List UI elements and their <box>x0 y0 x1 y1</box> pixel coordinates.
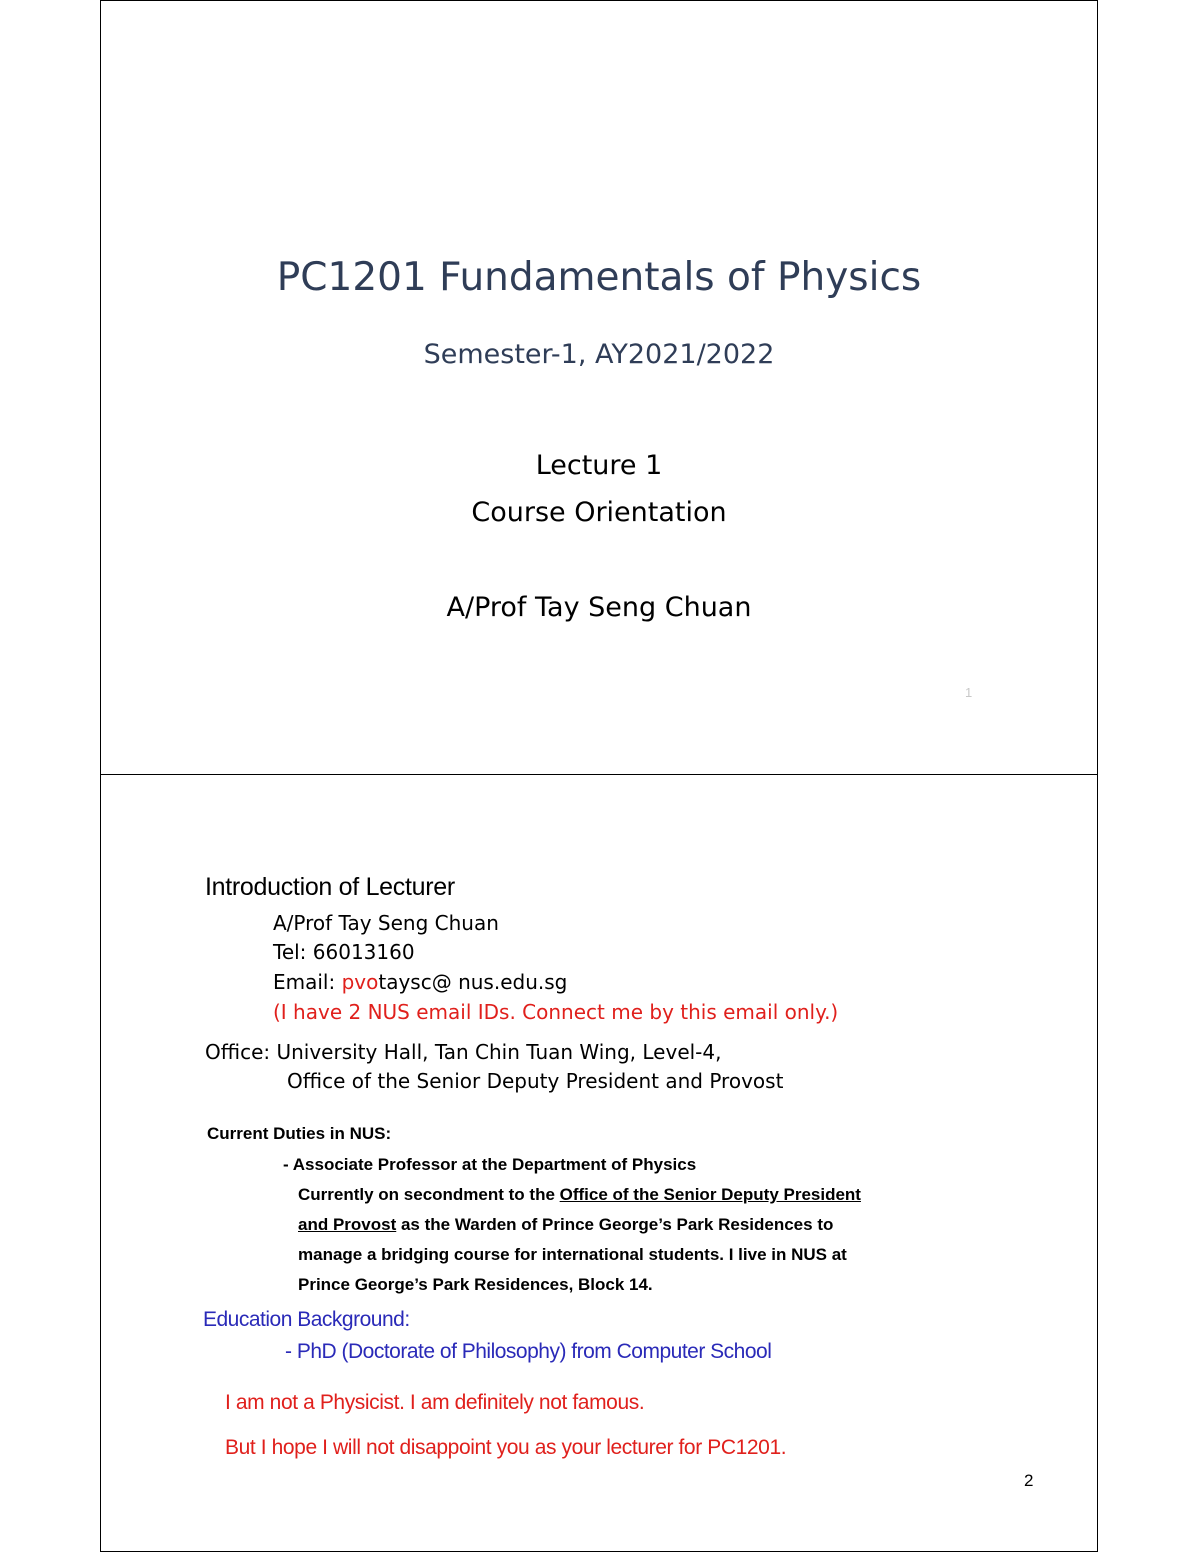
duties-heading: Current Duties in NUS: <box>207 1124 392 1143</box>
slide-2 <box>100 774 1098 1552</box>
office-link-part-2: and Provost <box>298 1215 397 1234</box>
slide-page-number: 1 <box>965 685 973 700</box>
duty-line-3 <box>298 1215 833 1235</box>
duty-line-2-text: Currently on secondment to the <box>298 1185 560 1204</box>
office-line-1: Office: University Hall, Tan Chin Tuan Wing, Level-4, <box>205 1040 722 1064</box>
lecturer-name: A/Prof Tay Seng Chuan <box>446 592 752 623</box>
office-link-part-1: Office of the Senior Deputy President <box>559 1185 861 1204</box>
lecturer-email <box>273 970 567 994</box>
lecture-number: Lecture 1 <box>535 450 663 481</box>
section-heading: Introduction of Lecturer <box>205 873 455 901</box>
lecturer-tel: Tel: 66013160 <box>273 940 415 964</box>
semester-label: Semester-1, AY2021/2022 <box>423 339 775 370</box>
duty-line-2 <box>298 1185 861 1205</box>
email-prefix: pvo <box>341 970 379 994</box>
lecture-topic: Course Orientation <box>471 497 727 528</box>
education-heading: Education Background: <box>203 1308 410 1331</box>
slide-page-number: 2 <box>1024 1471 1034 1490</box>
note-line-2: But I hope I will not disappoint you as your lecturer for PC1201. <box>225 1436 787 1459</box>
education-item: - PhD (Doctorate of Philosophy) from Computer School <box>285 1340 772 1363</box>
email-note: (I have 2 NUS email IDs. Connect me by this email only.) <box>273 1000 839 1024</box>
course-title: PC1201 Fundamentals of Physics <box>276 255 922 300</box>
duty-line-1: - Associate Professor at the Department of Physics <box>283 1155 697 1174</box>
duty-line-3-text: as the Warden of Prince George’s Park Residences to <box>396 1215 834 1234</box>
duty-line-4: manage a bridging course for international students. I live in NUS at <box>298 1245 847 1264</box>
email-address: taysc@ nus.edu.sg <box>378 970 568 994</box>
duty-line-5: Prince George’s Park Residences, Block 14. <box>298 1275 653 1294</box>
office-line-2: Office of the Senior Deputy President and Provost <box>287 1069 784 1093</box>
slide-1 <box>100 0 1098 776</box>
email-label: Email: <box>273 970 342 994</box>
note-line-1: I am not a Physicist. I am definitely not famous. <box>225 1391 645 1414</box>
lecturer-name: A/Prof Tay Seng Chuan <box>273 911 499 935</box>
